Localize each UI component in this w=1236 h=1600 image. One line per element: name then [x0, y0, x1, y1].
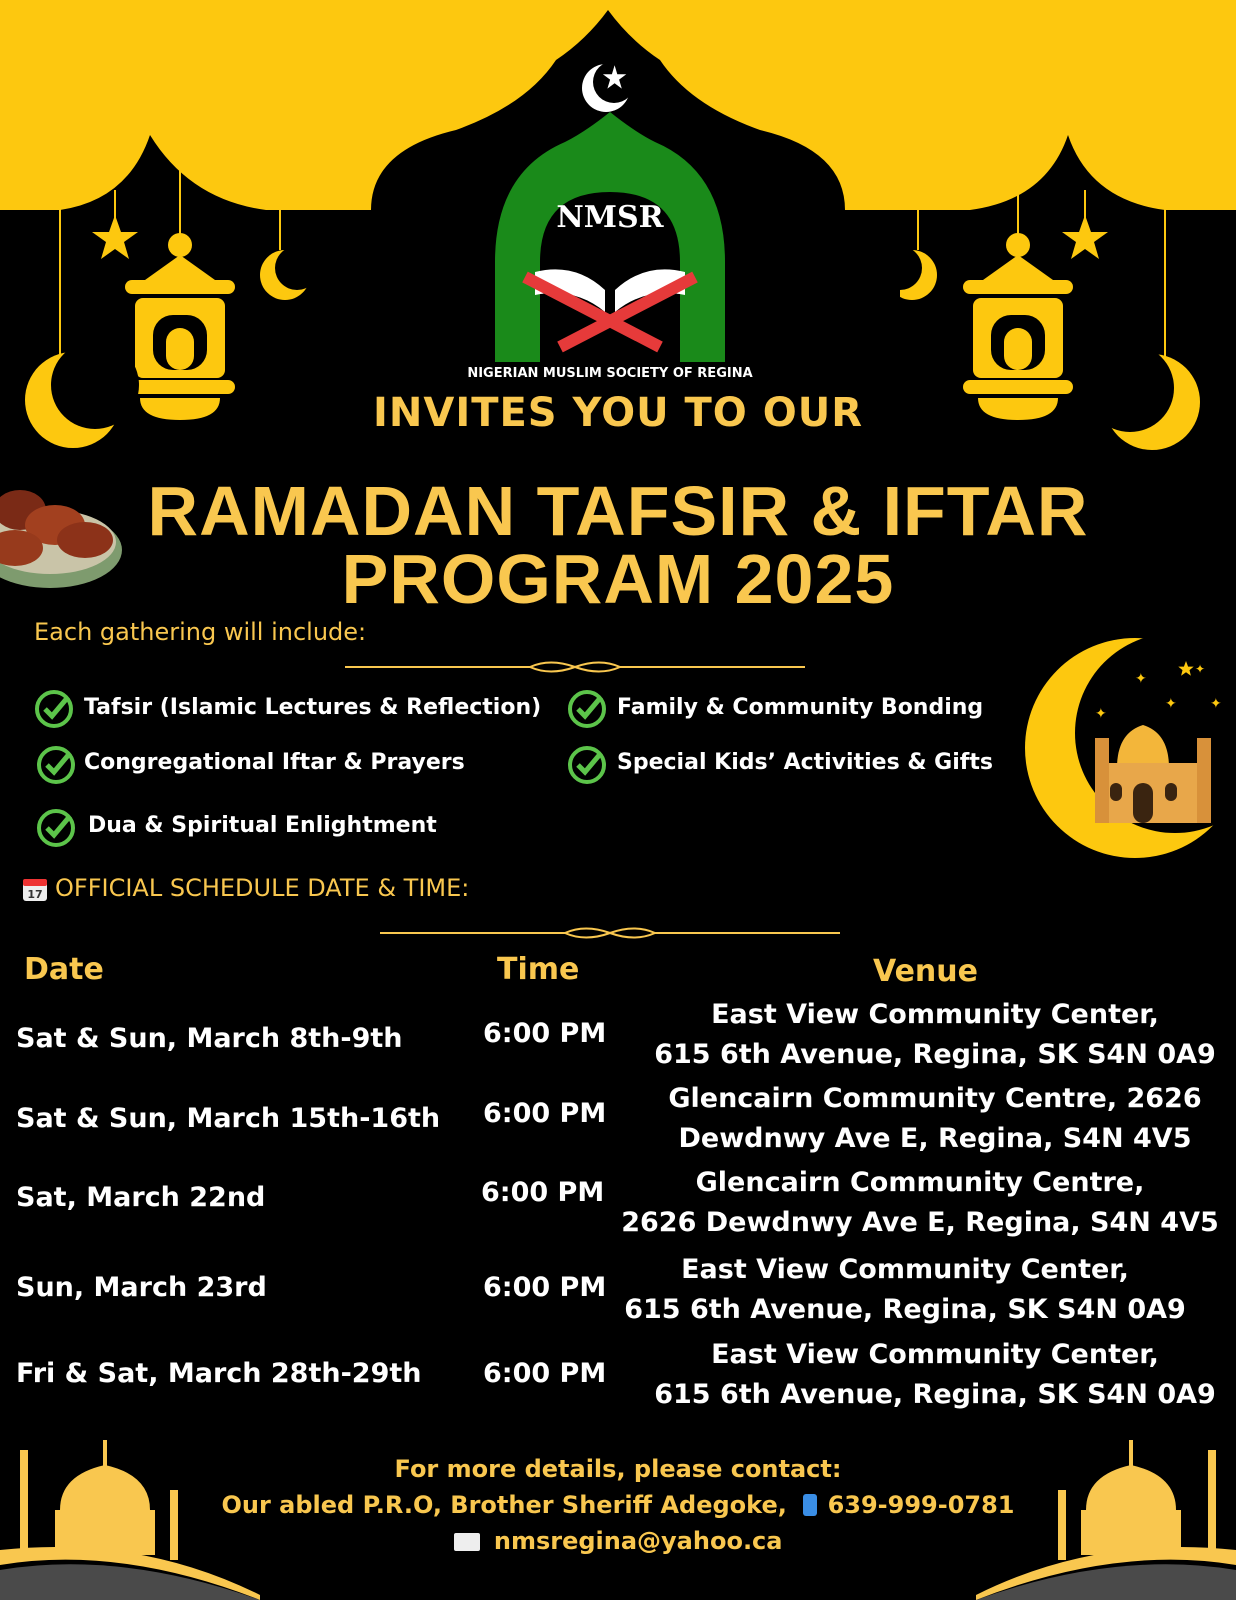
contact-intro: For more details, please contact:	[394, 1455, 842, 1483]
check-icon	[36, 808, 76, 848]
schedule-date: Fri & Sat, March 28th-29th	[16, 1358, 422, 1389]
feature-item: Dua & Spiritual Enlightment	[88, 813, 437, 838]
crescent-mosque-decoration	[1025, 633, 1236, 863]
contact-email[interactable]: nmsregina@yahoo.ca	[493, 1527, 783, 1555]
schedule-venue-line1: East View Community Center,	[681, 1254, 1129, 1285]
svg-text:17: 17	[27, 888, 43, 901]
schedule-venue-line1: Glencairn Community Centre,	[695, 1167, 1145, 1198]
ornament-divider	[380, 926, 840, 940]
column-header-venue: Venue	[873, 954, 978, 989]
crescent-star-icon	[580, 58, 640, 116]
feature-item: Tafsir (Islamic Lectures & Reflection)	[84, 695, 542, 720]
program-title-line1: RAMADAN TAFSIR & IFTAR	[147, 472, 1089, 550]
schedule-time: 6:00 PM	[483, 1272, 607, 1303]
column-header-time: Time	[497, 952, 580, 987]
contact-email-line	[0, 1527, 1236, 1555]
column-header-date: Date	[24, 952, 104, 987]
svg-text:✦: ✦	[1135, 671, 1147, 687]
schedule-venue-line1: East View Community Center,	[711, 1339, 1159, 1370]
feature-item: Family & Community Bonding	[617, 695, 984, 720]
logo-acronym: NMSR	[556, 200, 664, 235]
schedule-time: 6:00 PM	[483, 1098, 607, 1129]
check-icon	[34, 689, 74, 729]
email-icon	[454, 1533, 480, 1551]
schedule-time: 6:00 PM	[483, 1018, 607, 1049]
nmsr-logo	[485, 112, 735, 362]
schedule-venue-line2: 615 6th Avenue, Regina, SK S4N 0A9	[654, 1039, 1216, 1070]
feature-item: Congregational Iftar & Prayers	[84, 750, 465, 775]
logo-org-name: NIGERIAN MUSLIM SOCIETY OF REGINA	[467, 366, 753, 381]
svg-text:✦: ✦	[1165, 696, 1177, 712]
features-intro: Each gathering will include:	[34, 618, 367, 646]
invite-text: INVITES YOU TO OUR	[373, 390, 863, 436]
schedule-time: 6:00 PM	[483, 1358, 607, 1389]
check-icon	[36, 745, 76, 785]
contact-phone[interactable]: 639-999-0781	[827, 1491, 1015, 1519]
schedule-venue-line2: 615 6th Avenue, Regina, SK S4N 0A9	[624, 1294, 1186, 1325]
ornament-divider	[345, 660, 805, 674]
svg-text:✦: ✦	[1195, 662, 1206, 676]
svg-text:✦: ✦	[1210, 696, 1222, 712]
schedule-date: Sat & Sun, March 15th-16th	[16, 1103, 441, 1134]
phone-icon	[803, 1494, 817, 1516]
program-title-line2: PROGRAM 2025	[341, 540, 895, 618]
schedule-heading: OFFICIAL SCHEDULE DATE & TIME:	[55, 874, 470, 902]
schedule-time: 6:00 PM	[481, 1177, 605, 1208]
check-icon	[567, 745, 607, 785]
calendar-icon	[22, 876, 48, 902]
svg-text:✦: ✦	[1095, 706, 1107, 722]
contact-pro-name: Our abled P.R.O, Brother Sheriff Adegoke,	[221, 1491, 787, 1519]
schedule-venue-line2: 615 6th Avenue, Regina, SK S4N 0A9	[654, 1379, 1216, 1410]
schedule-venue-line2: Dewdnwy Ave E, Regina, S4N 4V5	[678, 1123, 1192, 1154]
schedule-venue-line1: East View Community Center,	[711, 999, 1159, 1030]
check-icon	[567, 689, 607, 729]
schedule-venue-line2: 2626 Dewdnwy Ave E, Regina, S4N 4V5	[621, 1207, 1219, 1238]
feature-item: Special Kids’ Activities & Gifts	[617, 750, 993, 775]
schedule-date: Sat, March 22nd	[16, 1182, 266, 1213]
schedule-date: Sat & Sun, March 8th-9th	[16, 1023, 403, 1054]
schedule-venue-line1: Glencairn Community Centre, 2626	[668, 1083, 1202, 1114]
contact-pro-line	[0, 1491, 1236, 1519]
schedule-date: Sun, March 23rd	[16, 1272, 267, 1303]
